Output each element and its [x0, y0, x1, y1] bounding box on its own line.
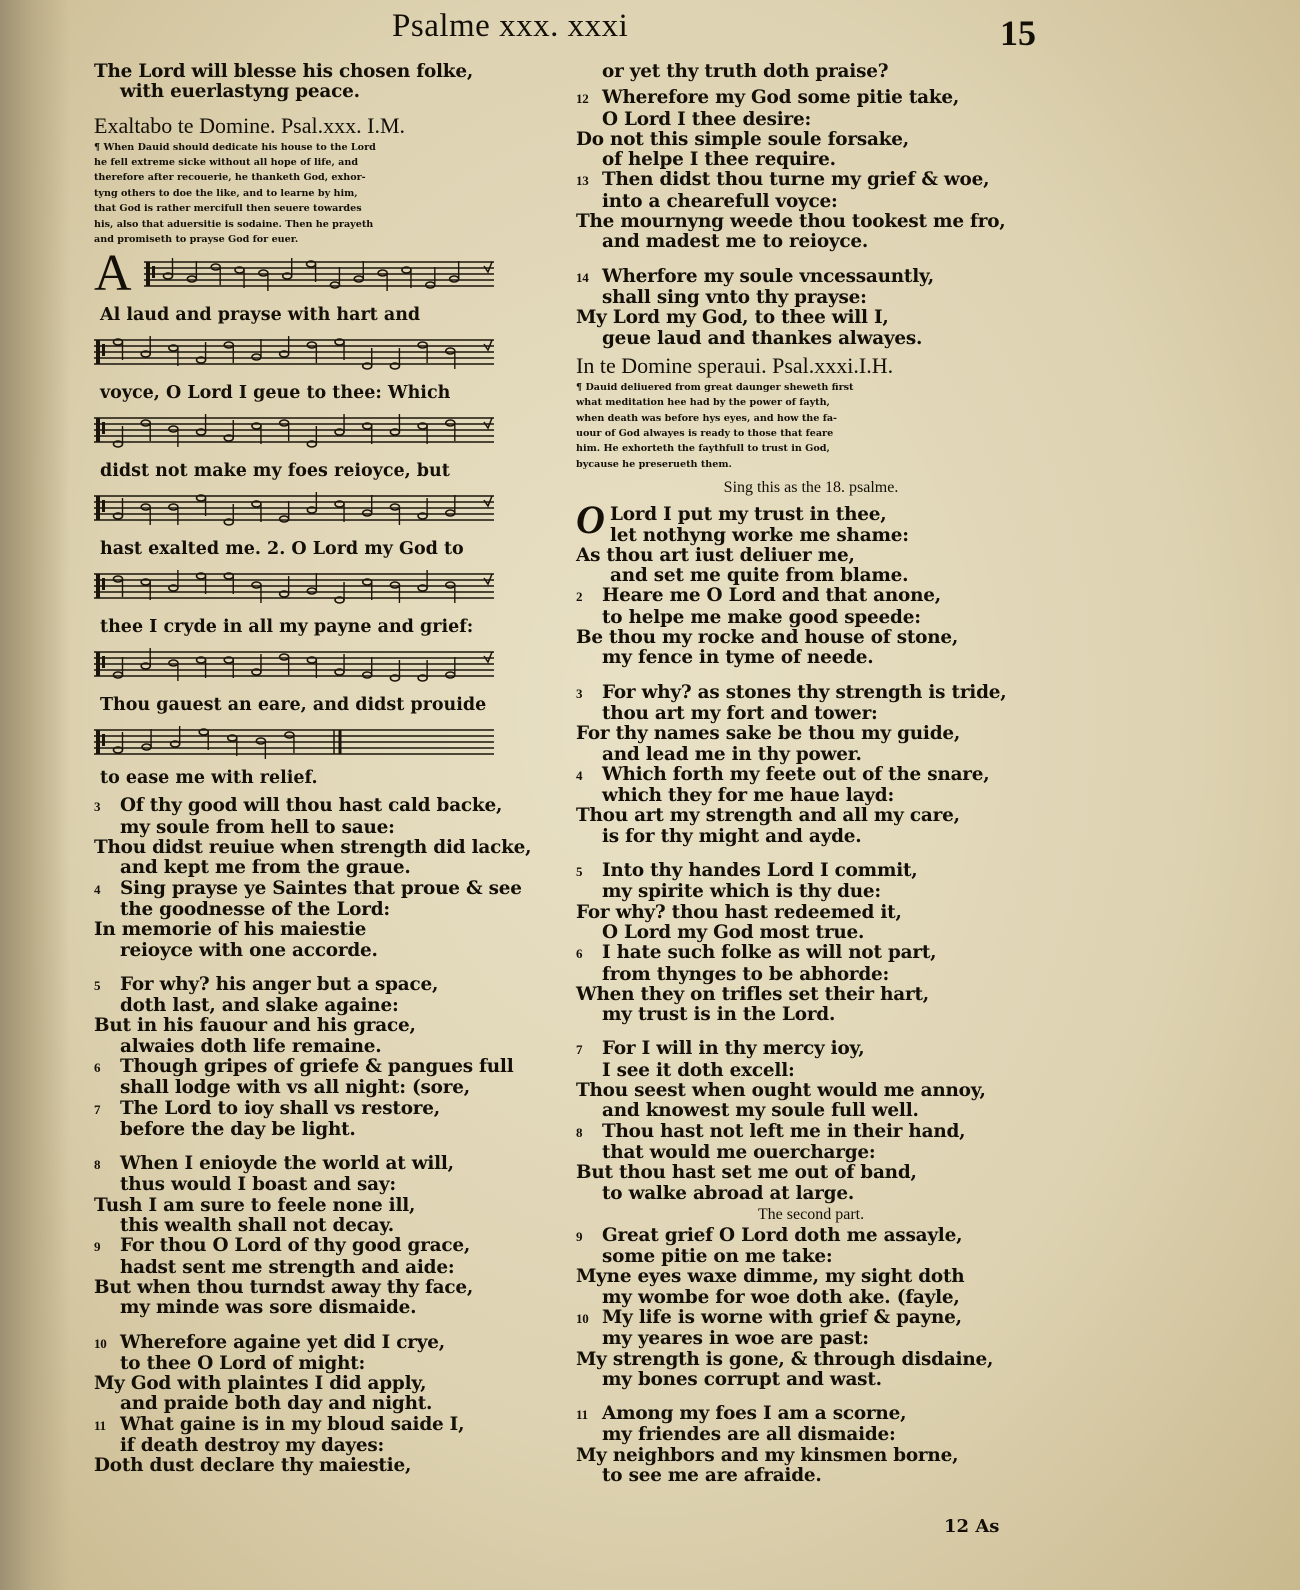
verse-line: O Lord my God most true.: [602, 921, 865, 943]
verse-line: to thee O Lord of might:: [120, 1352, 366, 1374]
verse-number: 5: [576, 864, 583, 880]
staff-row: [94, 332, 514, 376]
text-line: with euerlastyng peace.: [120, 81, 360, 103]
top-lines: [94, 62, 514, 103]
verse-line: Of thy good will thou hast cald backe,: [120, 795, 503, 817]
verse-number: 14: [576, 269, 589, 285]
psalm-30-title: Exaltabo te Domine. Psal.xxx. I.M.: [94, 112, 406, 138]
verse-line: For why? as stones thy strength is tride,: [602, 681, 1007, 703]
verse-line: But when thou turndst away thy face,: [94, 1276, 474, 1298]
verse-line: Wherfore my soule vncessauntly,: [602, 265, 934, 287]
verse-line: before the day be light.: [120, 1118, 356, 1140]
running-title: Psalme xxx. xxxi: [392, 8, 629, 44]
verse-line: Among my foes I am a scorne,: [602, 1403, 907, 1425]
verse-line: from thynges to be abhorde:: [602, 963, 890, 985]
catchword: 12 As: [944, 1516, 1000, 1537]
staff-row: [94, 644, 514, 688]
verse-line: Lord I put my trust in thee,: [610, 504, 887, 526]
verse-line: let nothyng worke me shame:: [610, 524, 909, 546]
verse-block: [576, 88, 1046, 349]
verse-line: reioyce with one accorde.: [120, 939, 378, 961]
verse-line: For I will in thy mercy ioy,: [602, 1038, 865, 1060]
verse-line: to see me are afraide.: [602, 1465, 822, 1487]
verse-line: into a chearefull voyce:: [602, 190, 838, 212]
music-staff: [94, 490, 494, 534]
verse-number: 6: [94, 1060, 101, 1075]
verse-line: and praide both day and night.: [120, 1393, 433, 1415]
music-staff: [94, 646, 494, 690]
verse-line: For why? thou hast redeemed it,: [576, 901, 902, 923]
verse-line: of helpe I thee require.: [602, 149, 836, 171]
lyric-line: to ease me with relief.: [100, 768, 318, 789]
verse-line: my yeares in woe are past:: [602, 1328, 869, 1350]
verse-line: and madest me to reioyce.: [602, 231, 869, 253]
verse-line: When I enioyde the world at will,: [120, 1153, 454, 1175]
verse-block: [94, 795, 532, 1477]
verse-line: But thou hast set me out of band,: [576, 1162, 917, 1184]
verse-line: For why? his anger but a space,: [120, 973, 439, 995]
verse-line: Tush I am sure to feele none ill,: [94, 1194, 416, 1216]
verse-number: 2: [576, 589, 583, 605]
verse-line: I hate such folke as will not part,: [602, 942, 937, 964]
verse-line: As thou art iust deliuer me,: [576, 544, 855, 566]
verse-number: 7: [94, 1101, 101, 1117]
verse-line: Thou seest when ought would me annoy,: [576, 1080, 986, 1102]
lyric-line: didst not make my foes reioyce, but: [100, 461, 450, 482]
verse-line: Thou didst reuiue when strength did lacke,: [94, 837, 532, 859]
verse-line: if death destroy my dayes:: [120, 1435, 385, 1457]
verse-line: the goodnesse of the Lord:: [120, 898, 390, 920]
staff-row: [94, 722, 514, 766]
verse-line: Do not this simple soule forsake,: [576, 128, 909, 150]
verse-number: 10: [576, 1310, 589, 1326]
argument-line: and promiseth to prayse God for euer.: [94, 234, 299, 246]
verse-line: The mournyng weede thou tookest me fro,: [576, 211, 1006, 233]
music-staff: [144, 256, 494, 300]
verse-line: My Lord my God, to thee will I,: [576, 307, 889, 329]
verse-number: 8: [94, 1157, 101, 1173]
verse-number: 3: [576, 685, 583, 701]
argument-line: his, also that aduersitie is sodaine. Then he prayeth: [94, 218, 374, 230]
argument-line: tyng others to doe the like, and to learne by him,: [94, 187, 358, 199]
verse-line: which they for me haue layd:: [602, 785, 895, 807]
verse-line: But in his fauour and his grace,: [94, 1015, 416, 1037]
verse-number: 4: [576, 767, 583, 783]
section-heading: The second part.: [757, 1205, 865, 1223]
argument-line: he fell extreme sicke without all hope of life, and: [94, 157, 359, 168]
verse-line: is for thy might and ayde.: [602, 825, 862, 847]
lyric-line: Al laud and prayse with hart and: [100, 305, 421, 326]
verse-line: my wombe for woe doth ake. (fayle,: [602, 1286, 960, 1308]
verse-number: 8: [576, 1124, 583, 1140]
verse-line: Be thou my rocke and house of stone,: [576, 627, 959, 649]
tune-note: Sing this as the 18. psalme.: [723, 479, 899, 497]
lyric-line: Thou gauest an eare, and didst prouide: [100, 695, 487, 716]
verse-line: and knowest my soule full well.: [602, 1100, 919, 1122]
verse-number: 5: [94, 977, 101, 993]
argument-line: bycause he preserueth them.: [576, 458, 732, 470]
left-column: [94, 61, 532, 1477]
verse-line: thou art my fort and tower:: [602, 702, 878, 724]
verse-line: My life is worne with grief & payne,: [602, 1306, 962, 1328]
argument-line: that God is rather mercifull then seuere towardes: [94, 203, 362, 215]
lyric-line: hast exalted me. 2. O Lord my God to: [100, 539, 464, 560]
argument-line: ¶ When Dauid should dedicate his house to the Lord: [94, 141, 376, 153]
staff-row: [94, 566, 514, 610]
argument-line: ¶ Dauid deliuered from great daunger sheweth first: [576, 381, 854, 393]
verse-line: In memorie of his maiestie: [94, 919, 367, 941]
music-staff: [94, 568, 494, 612]
verse-line: that would me ouercharge:: [602, 1141, 876, 1163]
verse-number: 6: [576, 946, 583, 962]
verse-line: Heare me O Lord and that anone,: [602, 585, 941, 607]
verse-line: my soule from hell to saue:: [120, 816, 395, 838]
lyric-line: voyce, O Lord I geue to thee: Which: [100, 383, 451, 404]
verse-line: Thou hast not left me in their hand,: [602, 1120, 966, 1142]
music-notation: [94, 245, 514, 790]
staff-row: [94, 410, 514, 454]
verse-number: 4: [94, 881, 101, 897]
verse-line: My God with plaintes I did apply,: [94, 1373, 427, 1395]
verse-number: 13: [576, 173, 589, 189]
verse-line: My neighbors and my kinsmen borne,: [576, 1444, 959, 1466]
verse-line: What gaine is in my bloud saide I,: [120, 1413, 465, 1435]
verse-line: and set me quite from blame.: [610, 565, 909, 587]
verse-line: to walke abroad at large.: [602, 1182, 855, 1204]
text-line: The Lord will blesse his chosen folke,: [94, 61, 474, 82]
verse-line: or yet thy truth doth praise?: [602, 61, 889, 82]
verse-line: When they on trifles set their hart,: [576, 983, 929, 1005]
verse-line: Into thy handes Lord I commit,: [602, 860, 918, 882]
argument-line: when death was before hys eyes, and how the fa-: [576, 412, 838, 424]
verse-line: Myne eyes waxe dimme, my sight doth: [576, 1266, 965, 1288]
verse-line: For thou O Lord of thy good grace,: [120, 1235, 471, 1257]
verse-number: 9: [576, 1228, 583, 1244]
verse-line: my trust is in the Lord.: [602, 1004, 836, 1026]
verse-line: Doth dust declare thy maiestie,: [94, 1455, 412, 1477]
verse-line: to helpe me make good speede:: [602, 606, 921, 628]
verse-line: shall lodge with vs all night: (sore,: [120, 1077, 470, 1099]
music-staff: [94, 412, 494, 456]
verse-number: 3: [94, 799, 101, 815]
verse-line: Thou art my strength and all my care,: [576, 805, 960, 827]
argument-line: therefore after recouerie, he thanketh God, exhor-: [94, 172, 366, 184]
verse-number: 9: [94, 1239, 101, 1255]
verse-line: The Lord to ioy shall vs restore,: [120, 1097, 440, 1119]
verse-line: For thy names sake be thou my guide,: [576, 723, 961, 745]
verse-line: Great grief O Lord doth me assayle,: [602, 1224, 963, 1246]
verse-line: My strength is gone, & through disdaine,: [576, 1348, 994, 1370]
verse-line: some pitie on me take:: [602, 1246, 833, 1268]
psalm-31-title: In te Domine speraui. Psal.xxxi.I.H.: [576, 352, 894, 378]
verse-line: my friendes are all dismaide:: [602, 1424, 896, 1446]
verse-line: doth last, and slake againe:: [120, 995, 399, 1017]
argument-line: what meditation hee had by the power of fayth,: [576, 397, 830, 409]
right-column: [576, 62, 1046, 1486]
verse-line: thus would I boast and say:: [120, 1174, 396, 1196]
initial-letter: A: [94, 245, 132, 303]
verse-line: Then didst thou turne my grief & woe,: [602, 169, 990, 191]
argument-line: him. He exhorteth the faythfull to trust in God,: [576, 443, 830, 455]
verse-line: Which forth my feete out of the snare,: [602, 763, 990, 785]
verse-line: my bones corrupt and wast.: [602, 1368, 882, 1390]
lyric-line: thee I cryde in all my payne and grief:: [100, 617, 474, 638]
page-number: 15: [1000, 13, 1036, 53]
verse-number: 7: [576, 1042, 583, 1058]
verse-line: and lead me in thy power.: [602, 743, 862, 765]
verse-line: alwaies doth life remaine.: [120, 1035, 382, 1057]
verse-line: geue laud and thankes alwayes.: [602, 327, 923, 349]
verse-number: 11: [576, 1407, 588, 1423]
argument-line: uour of God alwayes is ready to those that feare: [576, 428, 834, 440]
initial-letter: O: [576, 497, 605, 543]
music-staff: [94, 334, 494, 378]
staff-row: [94, 245, 514, 303]
verse-number: 12: [576, 91, 589, 107]
verse-block: [576, 1226, 1046, 1487]
verse-line: and kept me from the graue.: [120, 857, 411, 879]
verse-line: Wherefore my God some pitie take,: [602, 87, 960, 109]
verse-line: Sing prayse ye Saintes that proue & see: [120, 877, 522, 899]
psalm-31-argument: [576, 381, 1046, 471]
verse-block: [576, 497, 1046, 1204]
verse-line: this wealth shall not decay.: [120, 1215, 394, 1237]
verse-line: hadst sent me strength and aide:: [120, 1256, 455, 1278]
verse-number: 11: [94, 1417, 106, 1433]
verse-line: my fence in tyme of neede.: [602, 647, 874, 669]
verse-line: Though gripes of griefe & pangues full: [120, 1056, 514, 1077]
verse-line: Wherefore againe yet did I crye,: [120, 1331, 445, 1353]
verse-number: 10: [94, 1335, 107, 1351]
staff-row: [94, 488, 514, 532]
verse-line: my spirite which is thy due:: [602, 881, 881, 903]
psalm-30-argument: [94, 141, 514, 247]
verse-line: my minde was sore dismaide.: [120, 1297, 417, 1319]
verse-line: shall sing vnto thy prayse:: [602, 286, 867, 308]
verse-line: I see it doth excell:: [602, 1059, 795, 1081]
music-staff: [94, 724, 494, 768]
verse-line: O Lord I thee desire:: [602, 108, 812, 130]
page-gutter-shadow: [0, 0, 70, 1590]
